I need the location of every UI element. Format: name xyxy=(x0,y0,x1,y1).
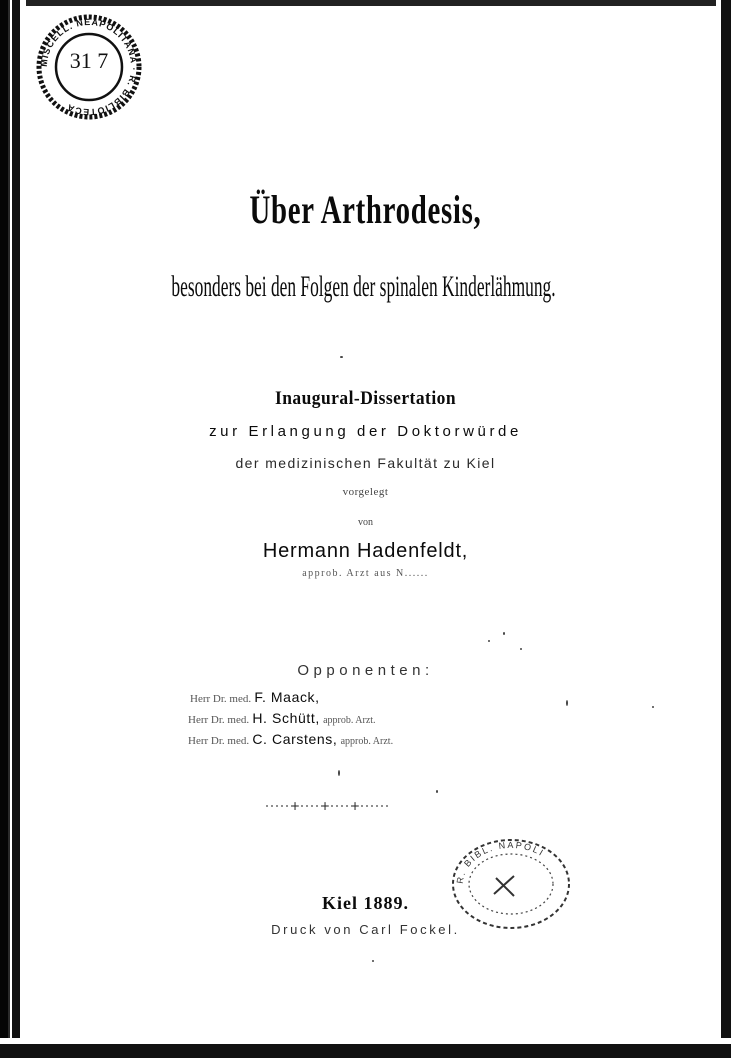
scan-speck xyxy=(566,700,568,706)
opponent-line xyxy=(188,710,376,727)
faculty-line: der medizinischen Fakultät zu Kiel xyxy=(235,455,496,471)
library-stamp-ring-text: MISCELL. NEAPOLITANA · R. BIBLIOTECA xyxy=(38,16,140,118)
scan-border-top xyxy=(26,0,716,6)
opponent-name: H. Schütt, xyxy=(252,710,320,726)
scan-speck xyxy=(436,790,438,793)
svg-text:R. BIBL. NAPOLI xyxy=(455,840,547,884)
opponents-heading: Opponenten: xyxy=(297,662,434,679)
opponent-line xyxy=(190,689,320,706)
page-subtitle: besonders bei den Folgen der spinalen Kinderlähmung. xyxy=(171,270,556,303)
ornament-divider xyxy=(262,798,392,814)
document-purpose: zur Erlangung der Doktorwürde xyxy=(209,423,522,440)
scan-speck xyxy=(338,770,340,776)
opponent-name: C. Carstens, xyxy=(252,731,338,747)
opponent-suffix: approb. Arzt. xyxy=(340,736,394,747)
scan-speck xyxy=(503,632,505,635)
svg-text:+: + xyxy=(290,799,301,813)
scan-speck xyxy=(488,640,490,642)
author-name: Hermann Hadenfeldt, xyxy=(262,540,469,562)
page-title: Über Arthrodesis, xyxy=(249,187,482,232)
opponent-suffix: approb. Arzt. xyxy=(323,715,376,726)
opponent-prefix: Herr Dr. med. xyxy=(188,735,250,747)
scan-speck xyxy=(520,648,522,650)
svg-text:+: + xyxy=(320,799,331,813)
opponent-name: F. Maack, xyxy=(254,689,320,705)
library-stamp-shelfmark: 31 7 xyxy=(69,48,109,73)
scan-speck xyxy=(652,706,654,708)
place-year: Kiel 1889. xyxy=(322,893,409,913)
author-note: approb. Arzt aus N...... xyxy=(302,568,429,579)
by-line: von xyxy=(358,517,373,528)
svg-text:+: + xyxy=(350,799,361,813)
presented-line: vorgelegt xyxy=(342,486,389,498)
opponent-prefix: Herr Dr. med. xyxy=(190,693,252,705)
printer-line: Druck von Carl Fockel. xyxy=(271,922,460,937)
scan-speck xyxy=(372,960,374,962)
second-library-stamp xyxy=(446,834,576,934)
opponent-prefix: Herr Dr. med. xyxy=(188,714,250,726)
scan-speck xyxy=(340,356,343,358)
library-stamp xyxy=(34,12,144,122)
opponent-line xyxy=(188,731,393,748)
second-stamp-ring-text: R. BIBL. NAPOLI xyxy=(454,839,547,885)
scan-border-bottom xyxy=(0,1038,731,1058)
document-kind: Inaugural-Dissertation xyxy=(274,388,457,409)
